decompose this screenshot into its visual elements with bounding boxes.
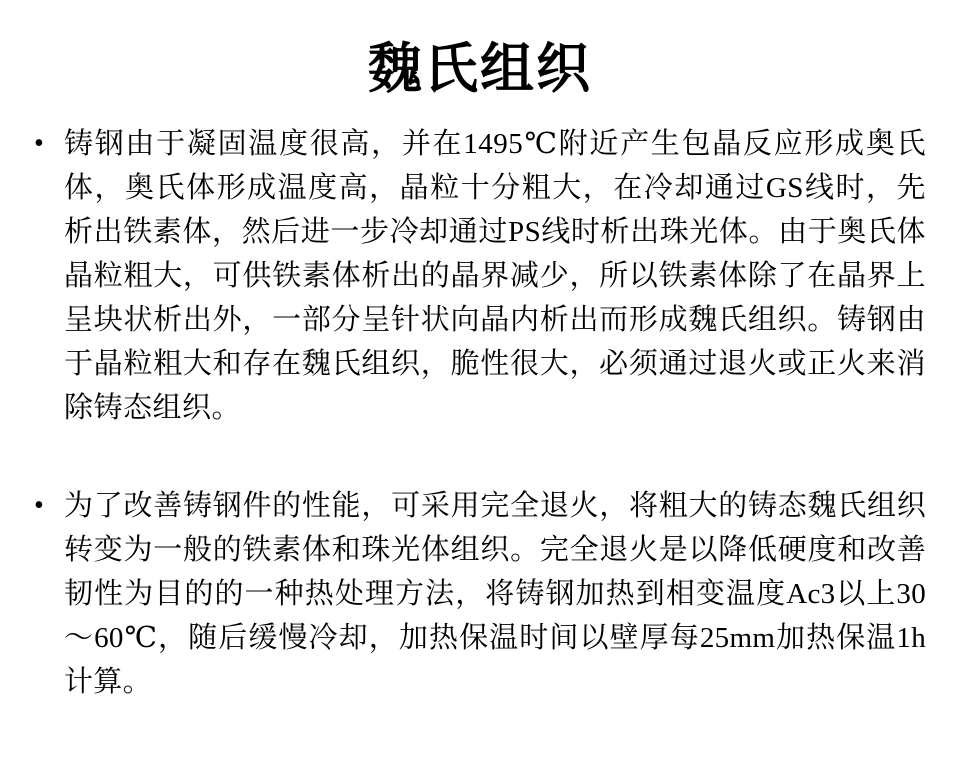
bullet-icon: • bbox=[34, 128, 44, 160]
bullet-list bbox=[34, 122, 926, 758]
list-item bbox=[34, 484, 926, 704]
bullet-icon: • bbox=[34, 490, 44, 522]
bullet-paragraph: 铸钢由于凝固温度很高，并在1495℃附近产生包晶反应形成奥氏体，奥氏体形成温度高，晶粒十分粗大，在冷却通过GS线时，先析出铁素体，然后进一步冷却通过PS线时析出珠光体。由于奥氏体晶粒粗大，可供铁素体析出的晶界减少，所以铁素体除了在晶界上呈块状析出外，一部分呈针状向晶内析出而形成魏氏组织。铸钢由于晶粒粗大和存在魏氏组织，脆性很大，必须通过退火或正火来消除铸态组织。 bbox=[64, 128, 926, 425]
list-item bbox=[34, 122, 926, 430]
bullet-paragraph: 为了改善铸钢件的性能，可采用完全退火，将粗大的铸态魏氏组织转变为一般的铁素体和珠光体组织。完全退火是以降低硬度和改善韧性为目的的一种热处理方法，将铸钢加热到相变温度Ac3以上30～60℃，随后缓慢冷却，加热保温时间以壁厚每25mm加热保温1h计算。 bbox=[64, 490, 926, 699]
page-title: 魏氏组织 bbox=[368, 39, 592, 99]
